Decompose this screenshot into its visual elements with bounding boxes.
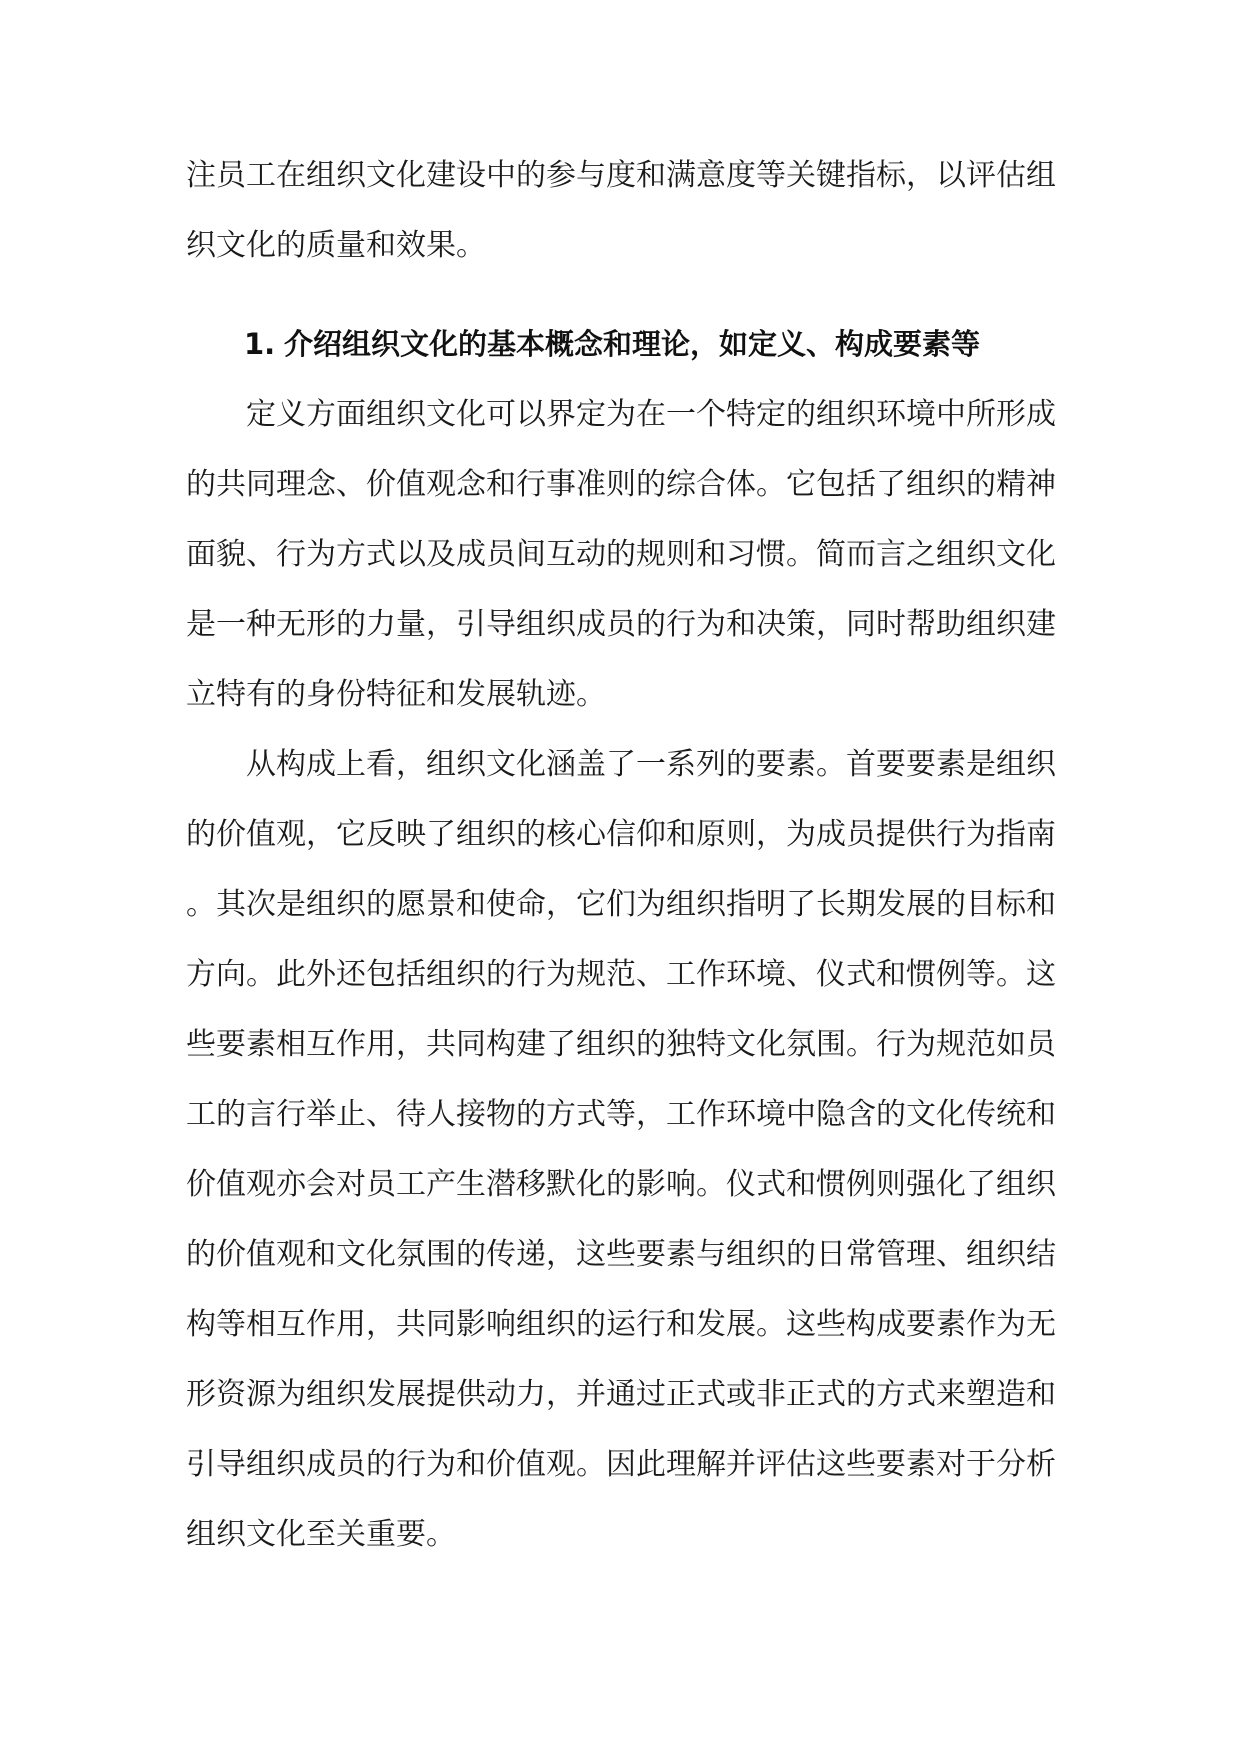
continuation-paragraph: 注员工在组织文化建设中的参与度和满意度等关键指标，以评估组织文化的质量和效果。 [186, 158, 1056, 263]
paragraph-components: 从构成上看，组织文化涵盖了一系列的要素。首要要素是组织的价值观，它反映了组织的核心信仰和原则，为成员提供行为指南。其次是组织的愿景和使命，它们为组织指明了长期发展的目标和方向。此外还包括组织的行为规范、工作环境、仪式和惯例等。这些要素相互作用，共同构建了组织的独特文化氛围。行为规范如员工的言行举止、待人接物的方式等，工作环境中隐含的文化传统和价值观亦会对员工产生潜移默化的影响。仪式和惯例则强化了组织的价值观和文化氛围的传递，这些要素与组织的日常管理、组织结构等相互作用，共同影响组织的运行和发展。这些构成要素作为无形资源为组织发展提供动力，并通过正式或非正式的方式来塑造和引导组织成员的行为和价值观。因此理解并评估这些要素对于分析组织文化至关重要。 [186, 747, 1056, 1552]
section-heading-number: 1. [244, 327, 276, 361]
section-heading [186, 309, 1056, 379]
paragraph-definition: 定义方面组织文化可以界定为在一个特定的组织环境中所形成的共同理念、价值观念和行事准则的综合体。它包括了组织的精神面貌、行为方式以及成员间互动的规则和习惯。简而言之组织文化是一种无形的力量，引导组织成员的行为和决策，同时帮助组织建立特有的身份特征和发展轨迹。 [186, 397, 1056, 712]
section-heading-title: 介绍组织文化的基本概念和理论，如定义、构成要素等 [284, 327, 981, 361]
body-text [186, 141, 1056, 1570]
